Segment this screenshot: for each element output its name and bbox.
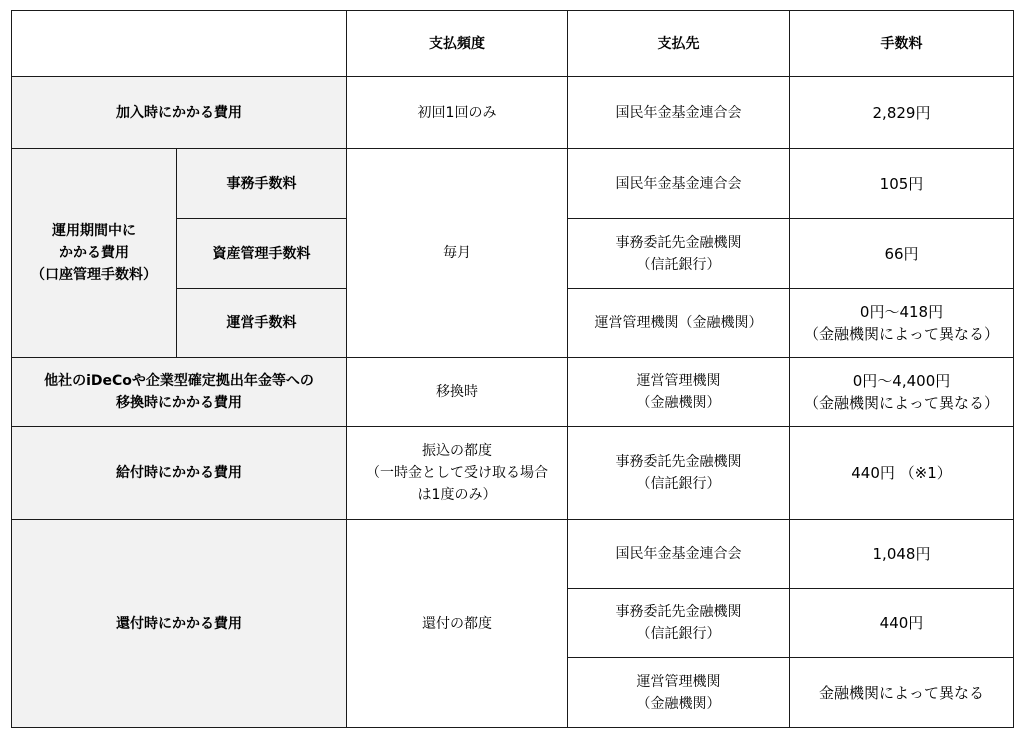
fee-cell: 440円	[790, 589, 1014, 658]
frequency-cell: 初回1回のみ	[347, 77, 568, 149]
fee-cell: 105円	[790, 149, 1014, 219]
row-label: 給付時にかかる費用	[12, 427, 347, 520]
payee-cell: 事務委託先金融機関 （信託銀行）	[568, 427, 790, 520]
table-row	[12, 427, 1014, 520]
row-label: 還付時にかかる費用	[12, 520, 347, 728]
sub-row-label: 事務手数料	[177, 149, 347, 219]
header-frequency: 支払頻度	[347, 11, 568, 77]
payee-cell: 運営管理機関 （金融機関）	[568, 358, 790, 427]
frequency-cell: 還付の都度	[347, 520, 568, 728]
payee-cell: 事務委託先金融機関 （信託銀行）	[568, 219, 790, 289]
table-row	[12, 358, 1014, 427]
payee-cell: 事務委託先金融機関 （信託銀行）	[568, 589, 790, 658]
table-row	[12, 149, 1014, 219]
fee-cell: 0円～418円 （金融機関によって異なる）	[790, 289, 1014, 358]
payee-cell: 国民年金基金連合会	[568, 77, 790, 149]
sub-row-label: 運営手数料	[177, 289, 347, 358]
payee-cell: 運営管理機関 （金融機関）	[568, 658, 790, 728]
fee-cell: 0円～4,400円 （金融機関によって異なる）	[790, 358, 1014, 427]
row-label: 他社のiDeCoや企業型確定拠出年金等への 移換時にかかる費用	[12, 358, 347, 427]
frequency-cell: 移換時	[347, 358, 568, 427]
header-fee: 手数料	[790, 11, 1014, 77]
row-label: 運用期間中に かかる費用 （口座管理手数料）	[12, 149, 177, 358]
frequency-cell: 毎月	[347, 149, 568, 358]
fee-cell: 2,829円	[790, 77, 1014, 149]
fee-table	[11, 10, 1014, 728]
fee-cell: 66円	[790, 219, 1014, 289]
header-row	[12, 11, 1014, 77]
payee-cell: 国民年金基金連合会	[568, 520, 790, 589]
sub-row-label: 資産管理手数料	[177, 219, 347, 289]
fee-cell: 金融機関によって異なる	[790, 658, 1014, 728]
table-row	[12, 520, 1014, 589]
row-label: 加入時にかかる費用	[12, 77, 347, 149]
payee-cell: 国民年金基金連合会	[568, 149, 790, 219]
table-row	[12, 77, 1014, 149]
fee-cell: 440円 （※1）	[790, 427, 1014, 520]
frequency-cell: 振込の都度 （一時金として受け取る場合 は1度のみ）	[347, 427, 568, 520]
payee-cell: 運営管理機関（金融機関）	[568, 289, 790, 358]
fee-cell: 1,048円	[790, 520, 1014, 589]
header-payee: 支払先	[568, 11, 790, 77]
header-blank-cell	[12, 11, 347, 77]
